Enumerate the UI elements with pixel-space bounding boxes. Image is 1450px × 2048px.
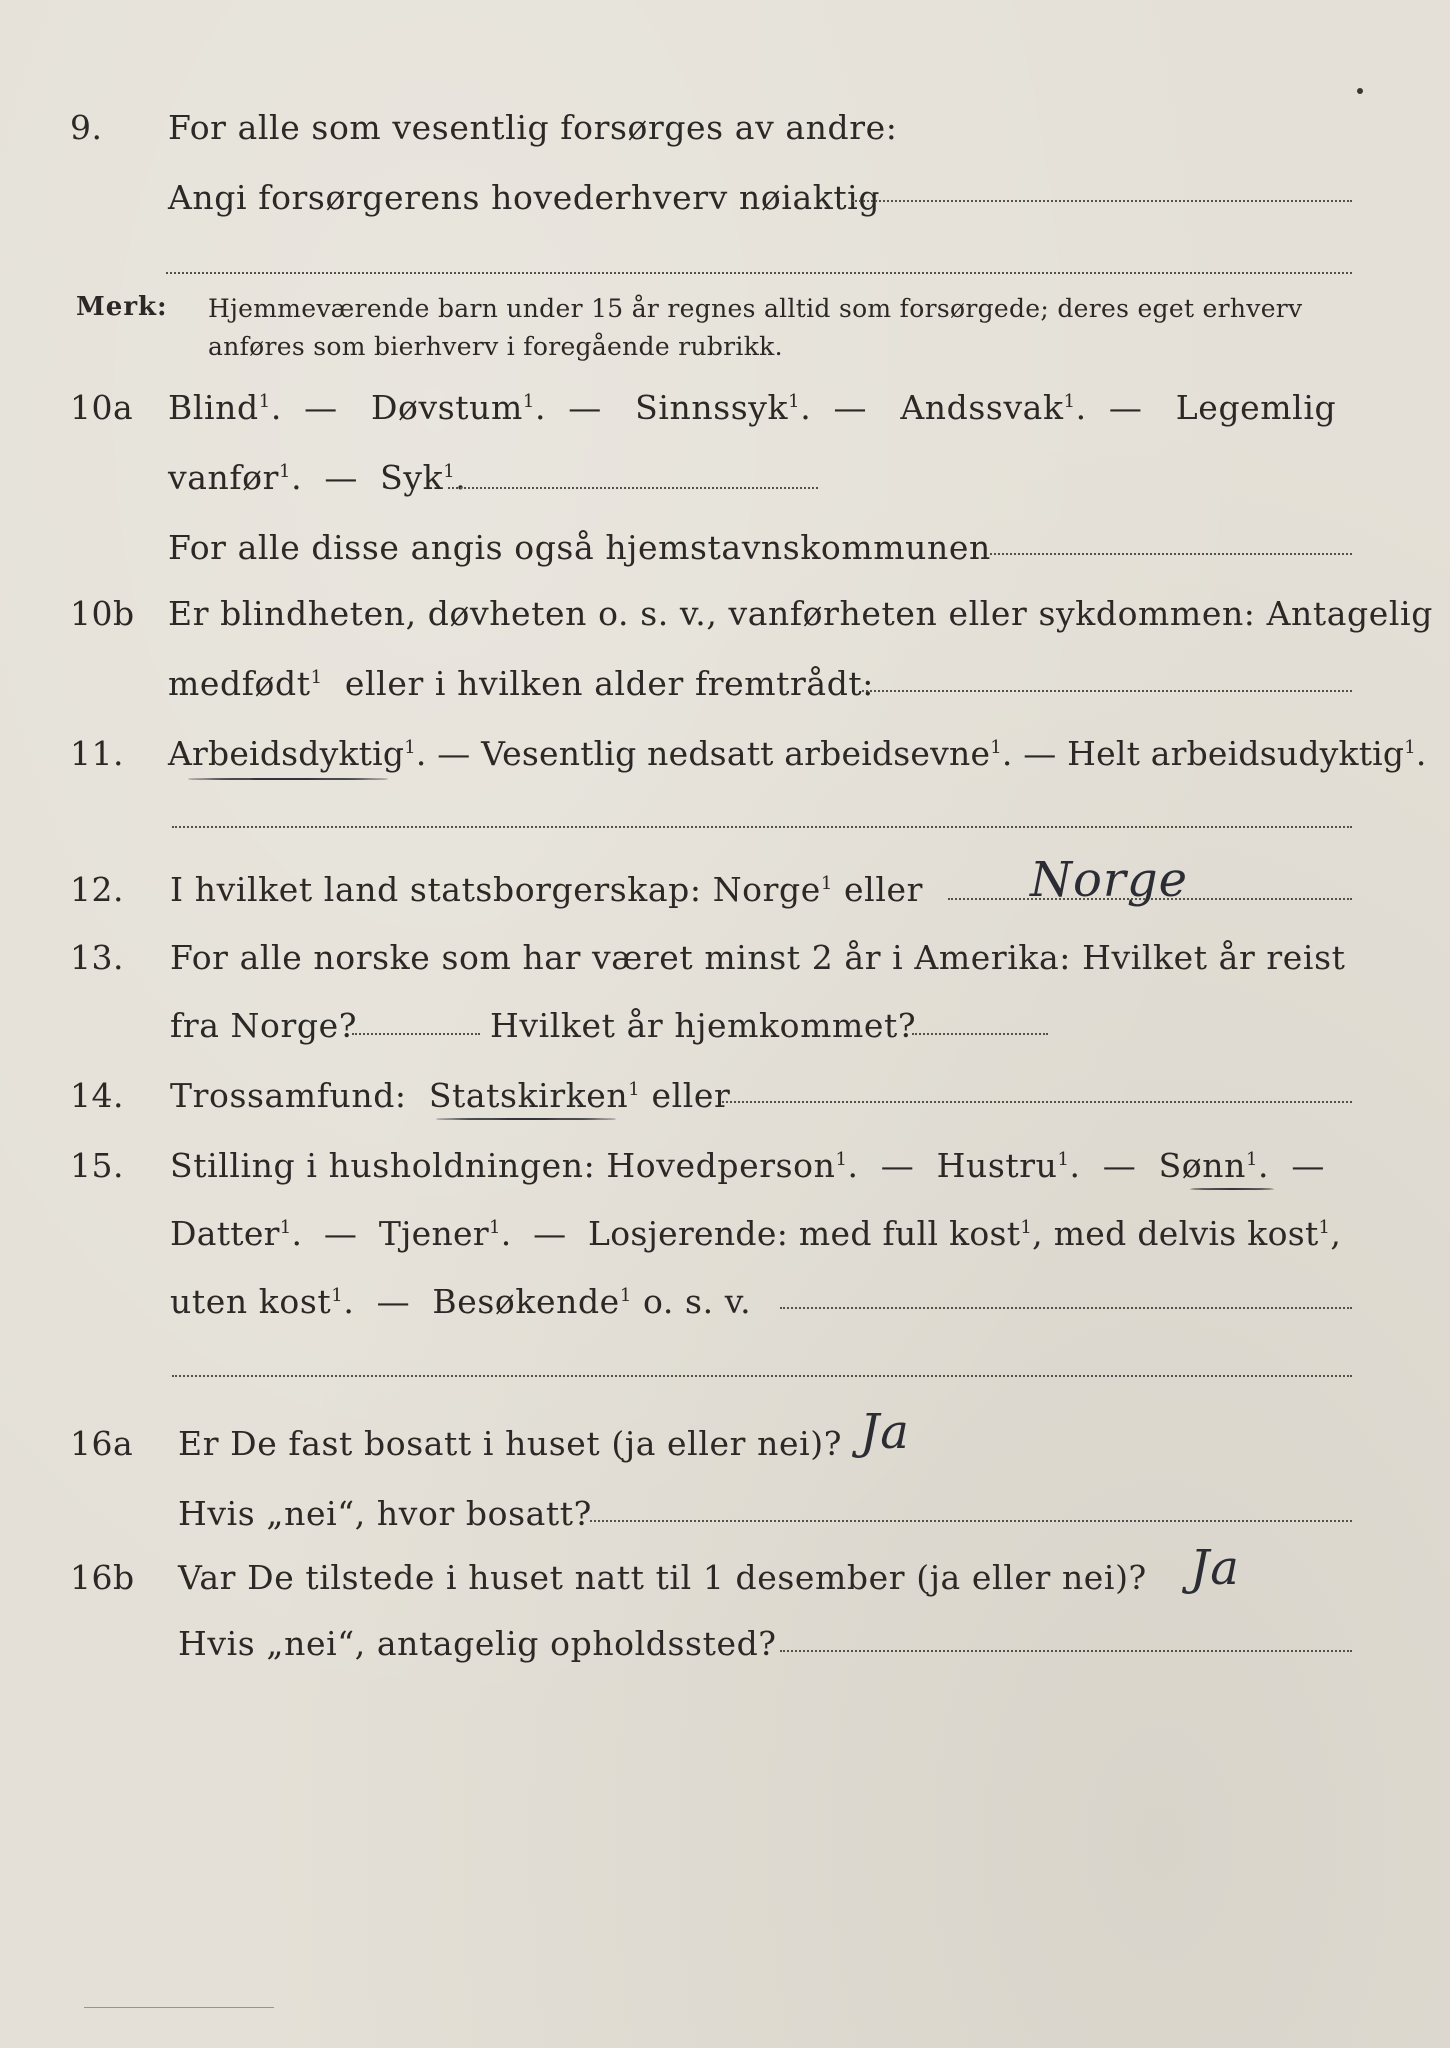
merk-line1: Hjemmeværende barn under 15 år regnes alltid som forsørgede; deres eget erhverv [208, 294, 1303, 323]
dash: — [437, 734, 471, 773]
footnote-mark: 1 [788, 391, 801, 412]
q16b-line1: Var De tilstede i huset natt til 1 desember (ja eller nei)? [178, 1558, 1147, 1597]
dash: — [1023, 734, 1057, 773]
q13-line1: For alle norske som har været minst 2 år i Amerika: Hvilket år reist [170, 938, 1346, 977]
q16a-number: 16a [70, 1424, 134, 1463]
q14-line1 [170, 1076, 730, 1115]
q13-number: 13. [70, 938, 124, 977]
option-sinnssyk[interactable]: Sinnssyk [635, 388, 789, 427]
q16a-line2: Hvis „nei“, hvor bosatt? [178, 1494, 592, 1533]
footnote-mark: 1 [628, 1079, 641, 1100]
q16b-line2: Hvis „nei“, antagelig opholdssted? [178, 1624, 777, 1663]
q13-line2b: Hvilket år hjemkommet? [490, 1006, 917, 1045]
footnote-mark: 1 [522, 391, 535, 412]
q16a-handwritten-answer: Ja [860, 1404, 910, 1460]
q10a-line2: vanfør$^1$. — Syk$^1$. [168, 458, 467, 497]
q16a-line1: Er De fast bosatt i huset (ja eller nei)? [178, 1424, 842, 1463]
option-sonn[interactable]: Sønn [1158, 1146, 1246, 1185]
q9-line1: For alle som vesentlig forsørges av andre: [168, 108, 898, 147]
dash: — [533, 1214, 567, 1253]
option-full-kost[interactable]: Losjerende: med full kost [588, 1214, 1021, 1253]
q10a-line3: For alle disse angis også hjemstavnskommunen [168, 528, 991, 567]
q10b-line1: Er blindheten, døvheten o. s. v., vanførheten eller sykdommen: Antagelig [168, 594, 1433, 633]
dash: — [880, 1146, 915, 1185]
footnote-mark: 1 [331, 1285, 344, 1306]
footnote-mark: 1 [1245, 1149, 1259, 1170]
option-medfodt[interactable]: medfødt [168, 664, 311, 703]
footnote-mark: 1 [835, 1149, 848, 1170]
option-hovedperson[interactable]: Stilling i husholdningen: Hovedperson [170, 1146, 836, 1185]
footnote-mark: 1 [1020, 1217, 1033, 1238]
option-syk[interactable]: Syk [380, 458, 444, 497]
q16a-answer-field[interactable] [590, 1520, 1352, 1522]
merk-label: Merk: [76, 292, 168, 322]
option-statskirken[interactable]: Statskirken [428, 1076, 629, 1115]
dash: — [376, 1282, 411, 1321]
q9-line2: Angi forsørgerens hovederhverv nøiaktig [168, 178, 881, 217]
q10b-number: 10b [70, 594, 135, 633]
q15-answer-field-2[interactable] [172, 1375, 1352, 1377]
q12-line1 [170, 870, 923, 909]
footnote-mark: 1 [1404, 737, 1416, 758]
footnote-mark: 1 [279, 1217, 292, 1238]
footnote-mark: 1 [258, 391, 271, 412]
q11-answer-field[interactable] [172, 826, 1352, 828]
option-arbeidsdyktig[interactable]: Arbeidsdyktig [168, 734, 405, 773]
q12-text: I hvilket land statsborgerskap: Norge [170, 870, 821, 909]
dash: — [568, 388, 602, 427]
q15-number: 15. [70, 1146, 124, 1185]
q14-number: 14. [70, 1076, 124, 1115]
dash: — [833, 388, 868, 427]
q9-answer-field-2[interactable] [166, 272, 1352, 274]
option-uten-kost[interactable]: uten kost [170, 1282, 332, 1321]
q14-answer-field[interactable] [722, 1101, 1352, 1103]
footnote-mark: 1 [488, 1217, 501, 1238]
dash: — [1108, 388, 1143, 427]
q9-answer-field[interactable] [852, 200, 1352, 202]
footnote-mark: 1 [1318, 1217, 1331, 1238]
q14-label: Trossamfund: [170, 1076, 407, 1115]
q16b-handwritten-answer: Ja [1190, 1540, 1240, 1596]
dash: — [1291, 1146, 1325, 1185]
q10a-line1: Blind$^1$. — Døvstum$^1$. — Sinnssyk$^1$. — Andssvak$^1$. — Legemlig [168, 388, 1337, 427]
footnote-mark: 1 [1057, 1149, 1070, 1170]
q10b-answer-field[interactable] [862, 690, 1352, 692]
q11-number: 11. [70, 734, 124, 773]
footnote-mark: 1 [1063, 391, 1076, 412]
q9-number: 9. [70, 108, 103, 147]
option-blind[interactable]: Blind [168, 388, 259, 427]
handwritten-underline [1190, 1188, 1274, 1190]
q13-line2a: fra Norge? [170, 1006, 358, 1045]
dash: — [323, 1214, 358, 1253]
dash: — [324, 458, 358, 497]
option-delvis-kost[interactable]: med delvis kost [1053, 1214, 1319, 1253]
q16b-number: 16b [70, 1558, 135, 1597]
handwritten-underline [188, 778, 388, 780]
q15-osv: o. s. v. [642, 1282, 752, 1321]
q13-year-returned-field[interactable] [912, 1033, 1048, 1035]
option-besokende[interactable]: Besøkende [432, 1282, 620, 1321]
q16b-answer-field[interactable] [780, 1650, 1352, 1652]
q12-handwritten-answer: Norge [1030, 852, 1188, 908]
option-vesentlig-nedsatt[interactable]: Vesentlig nedsatt arbeidsevne [481, 734, 991, 773]
option-datter[interactable]: Datter [170, 1214, 280, 1253]
dash: — [1102, 1146, 1137, 1185]
q14-eller: eller [651, 1076, 731, 1115]
q10b-line2 [168, 664, 874, 703]
merk-line2: anføres som bierhverv i foregående rubrikk. [208, 332, 783, 361]
footnote-mark: 1 [443, 461, 456, 482]
option-hustru[interactable]: Hustru [936, 1146, 1058, 1185]
footnote-mark: 1 [990, 737, 1002, 758]
option-helt-arbeidsudyktig[interactable]: Helt arbeidsudyktig [1067, 734, 1405, 773]
option-vanfor[interactable]: vanfør [168, 458, 280, 497]
q11-line1: Arbeidsdyktig$^1$. — Vesentlig nedsatt arbeidsevne$^1$. — Helt arbeidsudyktig$^1$. [168, 734, 1427, 773]
q10a-number: 10a [70, 388, 134, 427]
option-legemlig[interactable]: Legemlig [1175, 388, 1337, 427]
q12-eller: eller [844, 870, 923, 909]
footnote-mark: 1 [310, 667, 323, 688]
footnote-mark: 1 [820, 873, 833, 894]
q12-number: 12. [70, 870, 124, 909]
q10b-line2-text: eller i hvilken alder fremtrådt: [344, 664, 874, 703]
footnote-mark: 1 [619, 1285, 632, 1306]
option-tjener[interactable]: Tjener [378, 1214, 489, 1253]
footnote-mark: 1 [404, 737, 416, 758]
option-dovstum[interactable]: Døvstum [370, 388, 523, 427]
q15-answer-field[interactable] [780, 1307, 1352, 1309]
q15-line1: Stilling i husholdningen: Hovedperson$^1$. — Hustru$^1$. — Sønn$^1$. — [170, 1146, 1325, 1185]
handwritten-underline [436, 1118, 616, 1120]
footnote-rule [84, 2007, 274, 2008]
q10a-answer-field[interactable] [448, 487, 818, 489]
ink-dot [1357, 88, 1363, 94]
footnote-mark: 1 [279, 461, 292, 482]
q13-year-left-field[interactable] [352, 1033, 480, 1035]
option-andssvak[interactable]: Andssvak [900, 388, 1064, 427]
q15-line3: uten kost$^1$. — Besøkende$^1$ o. s. v. [170, 1282, 752, 1321]
q10a-hometown-field[interactable] [990, 553, 1352, 555]
q15-line2: Datter$^1$. — Tjener$^1$. — Losjerende: med full kost$^1$, med delvis kost$^1$, [170, 1214, 1342, 1253]
dash: — [304, 388, 338, 427]
